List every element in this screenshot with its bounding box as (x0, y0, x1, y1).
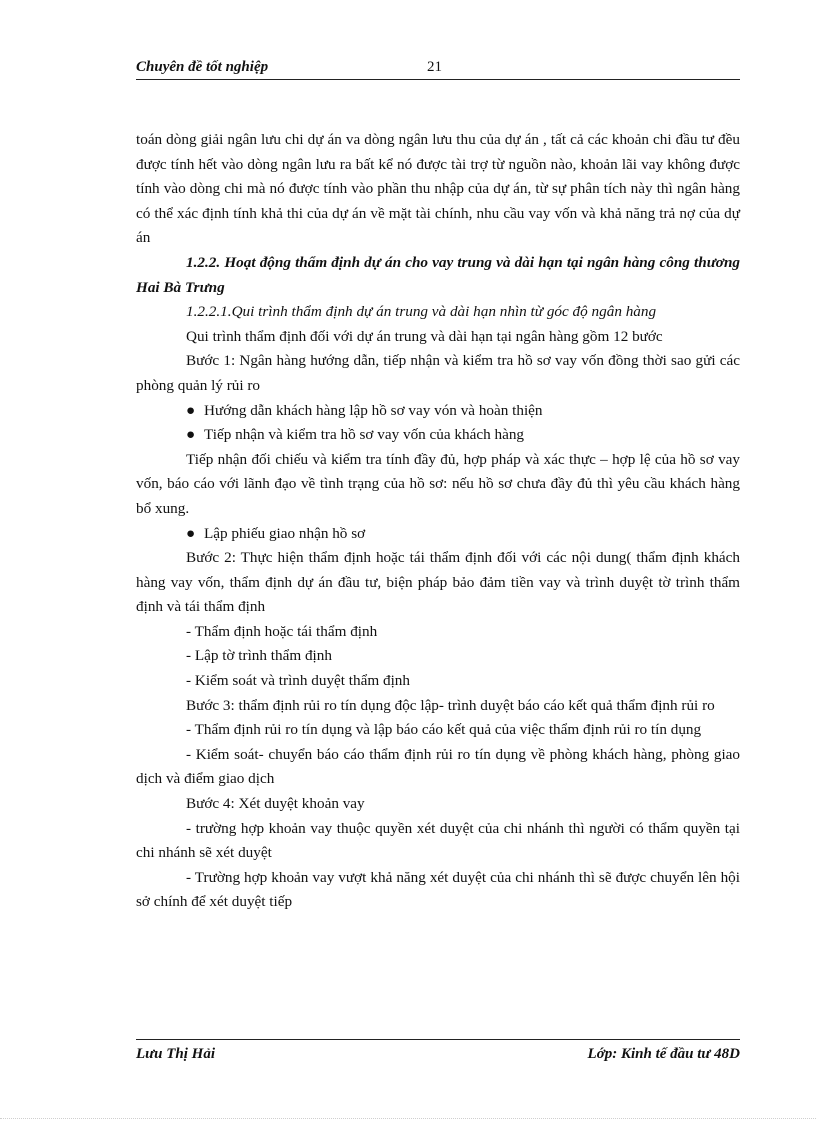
page-edge-divider (0, 1118, 816, 1119)
section-heading: 1.2.2. Hoạt động thẩm định dự án cho vay trung và dài hạn tại ngân hàng công thương Hai Bà Trưng (136, 253, 740, 296)
bullet-item (136, 399, 740, 424)
bullet-text: Tiếp nhận và kiểm tra hồ sơ vay vốn của khách hàng (204, 426, 525, 444)
paragraph-step-2: Bước 2: Thực hiện thẩm định hoặc tái thẩm định đối với các nội dung( thẩm định khách hàng vay vốn, thẩm định dự án đầu tư, biện pháp bảo đảm tiền vay và trình duyệt tờ trình thẩm định và tái thẩm định (136, 549, 740, 616)
dash-item: - trường hợp khoản vay thuộc quyền xét duyệt của chi nhánh thì người có thẩm quyền tại chi nhánh sẽ xét duyệt (136, 819, 740, 862)
footer-class: Lớp: Kinh tế đầu tư 48D (587, 1046, 740, 1062)
header-title: Chuyên đề tốt nghiệp (136, 59, 269, 75)
paragraph-cashflow: toán dòng giải ngân lưu chi dự án va dòng ngân lưu thu của dự án , tất cả các khoản chi đầu tư đều được tính hết vào dòng ngân lưu ra bất kể nó được tài trợ từ nguồn nào, khoản lãi vay không được tính vào dòng chi mà nó được tính vào phần thu nhập của dự án, từ sự phân tích này thì ngân hàng có thể xác định tính khả thi của dự án về mặt tài chính, nhu cầu vay vốn và khả năng trả nợ của dự án (136, 131, 740, 247)
footer-author: Lưu Thị Hải (136, 1046, 215, 1062)
paragraph-step-3: Bước 3: thẩm định rủi ro tín dụng độc lập- trình duyệt báo cáo kết quả thẩm định rủi ro (186, 696, 715, 714)
dash-item: - Trường hợp khoản vay vượt khả năng xét duyệt của chi nhánh thì sẽ được chuyển lên hội sở chính để xét duyệt tiếp (136, 868, 740, 911)
dash-item: - Lập tờ trình thẩm định (186, 647, 332, 665)
bullet-icon: ● (186, 426, 196, 444)
bullet-item (136, 522, 740, 547)
subsection-heading: 1.2.2.1.Qui trình thẩm định dự án trung và dài hạn nhìn từ góc độ ngân hàng (186, 303, 657, 321)
dash-item: - Thẩm định hoặc tái thẩm định (186, 622, 378, 640)
paragraph-step-1: Bước 1: Ngân hàng hướng dẫn, tiếp nhận và kiểm tra hồ sơ vay vốn đồng thời sao gửi các phòng quản lý rủi ro (136, 352, 740, 394)
paragraph-step-4: Bước 4: Xét duyệt khoản vay (186, 795, 365, 813)
page-header (136, 57, 740, 80)
dash-item: - Kiểm soát- chuyển báo cáo thẩm định rủi ro tín dụng về phòng khách hàng, phòng giao dịch và điểm giao dịch (136, 745, 740, 788)
dash-item: - Kiểm soát và trình duyệt thẩm định (186, 672, 410, 690)
dash-item: - Thẩm định rủi ro tín dụng và lập báo cáo kết quả của việc thẩm định rủi ro tín dụng (186, 721, 702, 739)
page-number: 21 (427, 59, 442, 75)
bullet-icon: ● (186, 524, 196, 542)
bullet-item (136, 423, 740, 448)
paragraph-verification: Tiếp nhận đối chiếu và kiểm tra tính đầy đủ, hợp pháp và xác thực – hợp lệ của hồ sơ vay vốn, báo cáo với lãnh đạo về tình trạng của hồ sơ: nếu hồ sơ chưa đầy đủ thì yêu cầu khách hàng bổ xung. (136, 450, 740, 517)
bullet-icon: ● (186, 401, 196, 419)
bullet-text: Hướng dẫn khách hàng lập hồ sơ vay vón và hoàn thiện (204, 401, 543, 419)
page-footer (136, 1039, 740, 1064)
document-body (136, 128, 740, 915)
bullet-text: Lập phiếu giao nhận hồ sơ (204, 524, 366, 542)
paragraph-process-intro: Qui trình thẩm định đối với dự án trung và dài hạn tại ngân hàng gồm 12 bước (186, 327, 663, 345)
